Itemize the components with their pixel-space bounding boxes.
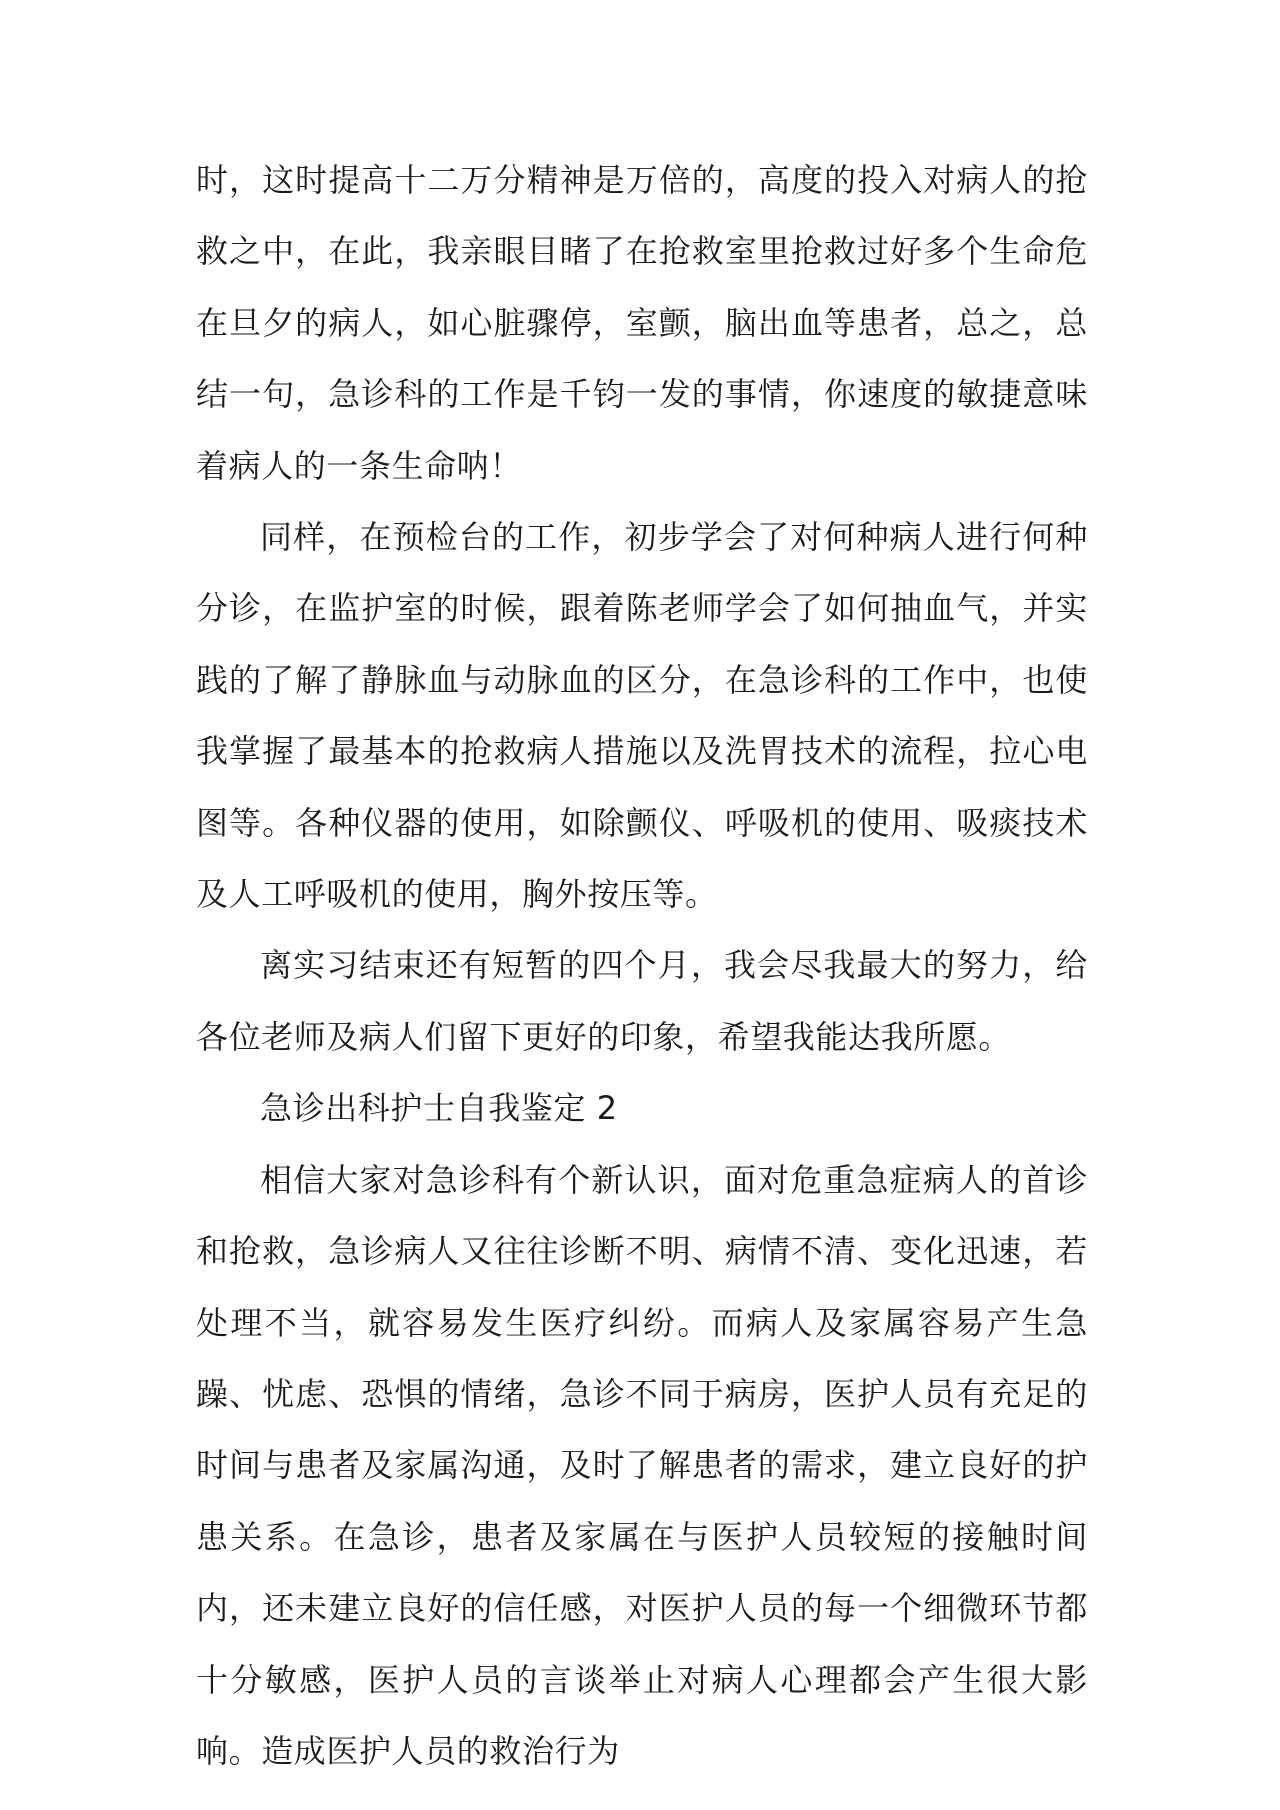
- paragraph-1: 时，这时提高十二万分精神是万倍的，高度的投入对病人的抢救之中，在此，我亲眼目睹了在抢救室里抢救过好多个生命危在旦夕的病人，如心脏骤停，室颤，脑出血等患者，总之，总结一句，急诊科的工作是千钧一发的事情，你速度的敏捷意味着病人的一条生命呐！: [196, 161, 1088, 485]
- document-body: [196, 145, 1088, 1787]
- section-heading: 急诊出科护士自我鉴定 2: [260, 1089, 618, 1128]
- paragraph-3: 离实习结束还有短暂的四个月，我会尽我最大的努力，给各位老师及病人们留下更好的印象，希望我能达我所愿。: [196, 946, 1088, 1056]
- paragraph-4: 相信大家对急诊科有个新认识，面对危重急症病人的首诊和抢救，急诊病人又往往诊断不明、病情不清、变化迅速，若处理不当，就容易发生医疗纠纷。而病人及家属容易产生急躁、忧虑、恐惧的情绪，急诊不同于病房，医护人员有充足的时间与患者及家属沟通，及时了解患者的需求，建立良好的护患关系。在急诊，患者及家属在与医护人员较短的接触时间内，还未建立良好的信任感，对医护人员的每一个细微环节都十分敏感，医护人员的言谈举止对病人心理都会产生很大影响。造成医护人员的救治行为: [196, 1160, 1088, 1770]
- paragraph-2: 同样，在预检台的工作，初步学会了对何种病人进行何种分诊，在监护室的时候，跟着陈老师学会了如何抽血气，并实践的了解了静脉血与动脉血的区分，在急诊科的工作中，也使我掌握了最基本的抢救病人措施以及洗胃技术的流程，拉心电图等。各种仪器的使用，如除颤仪、呼吸机的使用、吸痰技术及人工呼吸机的使用，胸外按压等。: [196, 518, 1088, 914]
